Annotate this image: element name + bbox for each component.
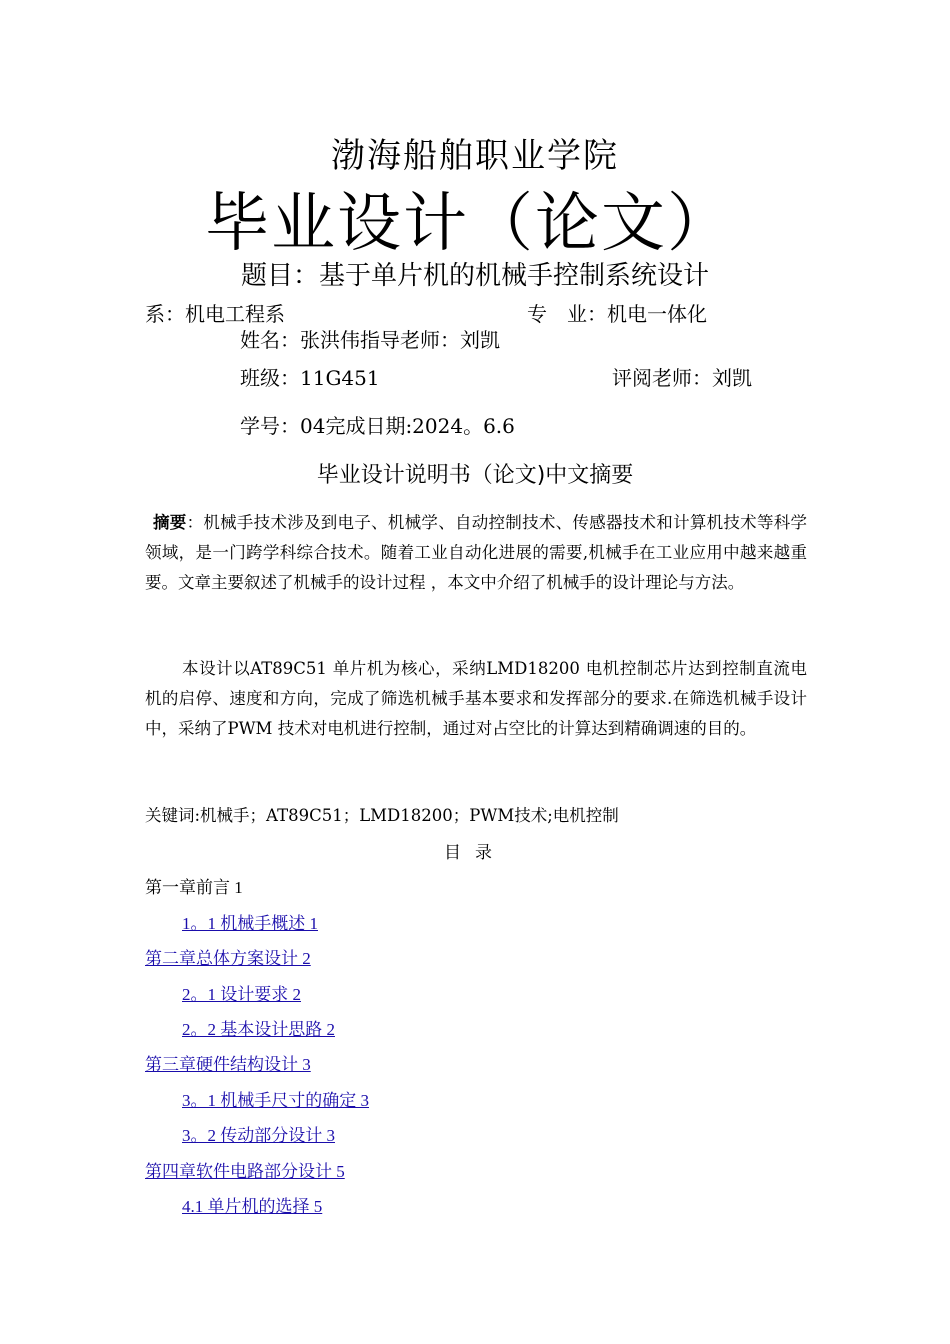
abstract-text-1: ：机械手技术涉及到电子、机械学、自动控制技术、传感器技术和计算机技术等科学领域，是一门跨学科综合技术。随着工业自动化进展的需要,机械手在工业应用中越来越重要。文章主要叙述了机械手的设计过程 ，本文中介绍了机械手的设计理论与方法。 [145,513,808,592]
school-name: 渤海船舶职业学院 [331,136,619,176]
toc-link-chapter-2[interactable]: 第二章总体方案设计 2 [145,949,311,968]
abstract-label: 摘要 [153,513,187,532]
toc-link-3-2[interactable]: 3。2 传动部分设计 3 [182,1126,335,1145]
abstract-paragraph-1 [145,508,807,598]
toc-title: 目录 [444,843,506,863]
department: 系：机电工程系 [145,302,285,326]
toc-link-1-1[interactable]: 1。1 机械手概述 1 [182,914,318,933]
class: 班级：11G451 [240,366,380,390]
toc-link-chapter-4[interactable]: 第四章软件电路部分设计 5 [145,1162,345,1181]
document-type-title: 毕业设计（论文） [205,187,733,261]
keywords [145,802,619,826]
toc-link-2-2[interactable]: 2。2 基本设计思路 2 [182,1020,335,1039]
abstract-paragraph-2: 本设计以AT89C51 单片机为核心，采纳LMD18200 电机控制芯片达到控制直流电机的启停、速度和方向，完成了筛选机械手基本要求和发挥部分的要求.在筛选机械手设计中，采纳了PWM 技术对电机进行控制，通过对占空比的计算达到精确调速的目的。 [145,659,807,738]
toc-link-2-1[interactable]: 2。1 设计要求 2 [182,985,301,1004]
student-id-date: 学号：04完成日期:2024。6.6 [240,414,515,438]
name-advisor: 姓名：张洪伟指导老师：刘凯 [240,328,500,352]
abstract-title: 毕业设计说明书（论文)中文摘要 [316,463,634,488]
toc-item-chapter-1: 第一章前言 1 [145,878,243,897]
major: 专 业：机电一体化 [527,302,707,326]
toc-link-chapter-3[interactable]: 第三章硬件结构设计 3 [145,1055,311,1074]
reviewer: 评阅老师：刘凯 [612,366,752,390]
toc-link-3-1[interactable]: 3。1 机械手尺寸的确定 3 [182,1091,369,1110]
thesis-topic: 题目：基于单片机的机械手控制系统设计 [240,261,709,291]
toc-link-4-1[interactable]: 4.1 单片机的选择 5 [182,1197,323,1216]
keywords-label: 关键词 [145,806,195,825]
keywords-text: :机械手；AT89C51；LMD18200；PWM技术;电机控制 [194,806,619,825]
